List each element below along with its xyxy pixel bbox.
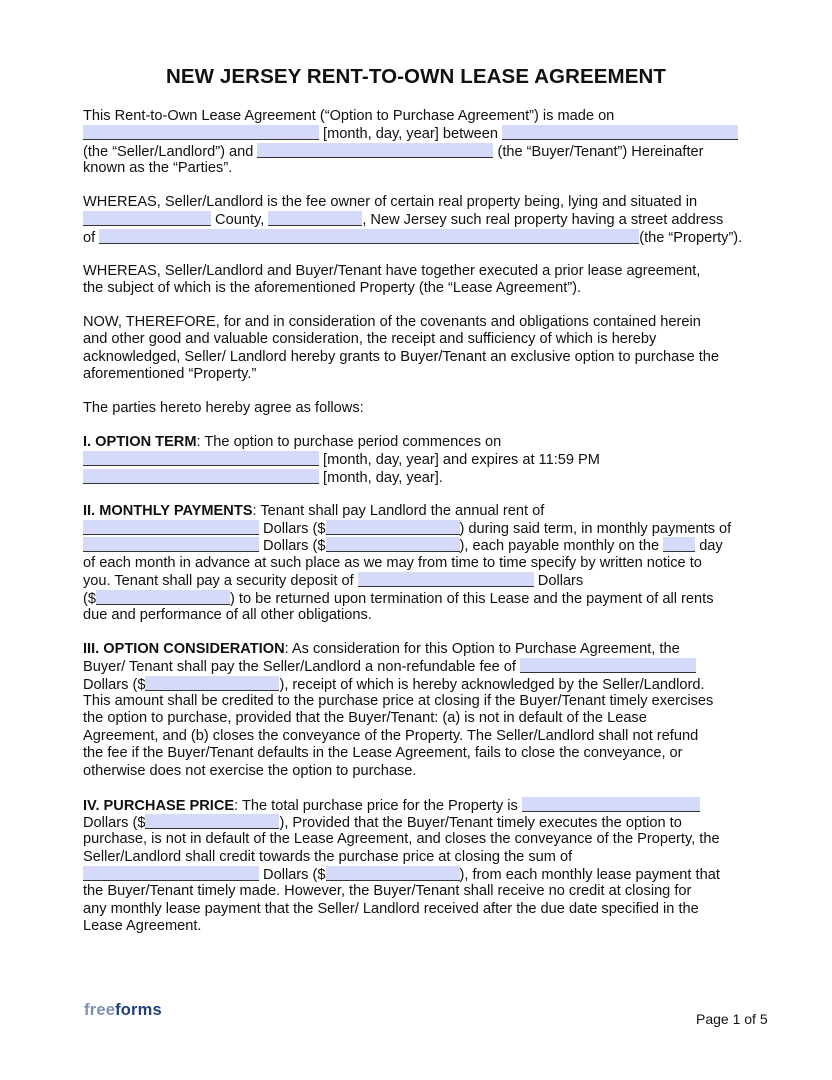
buyer-name-field[interactable] (257, 143, 493, 158)
section-text: : The option to purchase period commences on (196, 433, 502, 450)
section-line: due and performance of all other obligations. (83, 606, 372, 623)
section-line: purchase, is not in default of the Lease Agreement, and closes the conveyance of the Property, the (83, 831, 720, 848)
section-text: : The total purchase price for the Property is (234, 797, 522, 814)
section-text: Buyer/ Tenant shall pay the Seller/Landlord a non-refundable fee of (83, 659, 521, 676)
section-text: Dollars ($ (83, 814, 146, 831)
section-text: ($ (83, 590, 96, 607)
section-text: : As consideration for this Option to Purchase Agreement, the (284, 640, 680, 657)
section-text: ), each payable monthly on the (459, 538, 664, 555)
purchase-price-words-field[interactable] (522, 797, 700, 812)
county-field[interactable] (83, 211, 211, 226)
section-text: Dollars ($ (259, 521, 326, 538)
monthly-rent-amount-field[interactable] (326, 537, 460, 552)
agree-line: The parties hereto hereby agree as follows: (83, 400, 364, 417)
credit-words-field[interactable] (83, 866, 259, 881)
section-line: Seller/Landlord shall credit towards the purchase price at closing the sum of (83, 848, 573, 865)
intro-line: This Rent-to-Own Lease Agreement (“Option to Purchase Agreement”) is made on (83, 108, 615, 124)
now-therefore-line: NOW, THEREFORE, for and in consideration of the covenants and obligations contained herein (83, 314, 701, 331)
section-line: This amount shall be credited to the purchase price at closing if the Buyer/Tenant timely exercises (83, 693, 714, 710)
whereas-lease-paragraph (83, 263, 748, 298)
section-text: Dollars ($ (259, 867, 326, 884)
section-option-consideration (83, 641, 748, 780)
freeforms-logo (84, 1001, 162, 1020)
deposit-amount-field[interactable] (96, 590, 230, 605)
now-therefore-line: acknowledged, Seller/ Landlord hereby grants to Buyer/Tenant an exclusive option to purchase the (83, 348, 720, 365)
section-text: ), Provided that the Buyer/Tenant timely executes the option to (279, 814, 682, 831)
city-field[interactable] (268, 211, 362, 226)
whereas-text: of (83, 229, 100, 246)
monthly-rent-words-field[interactable] (83, 537, 259, 552)
now-therefore-line: and other good and valuable consideration, the receipt and sufficiency of which is hereby (83, 331, 657, 348)
whereas-property-paragraph (83, 194, 748, 246)
agreement-date-field[interactable] (83, 125, 319, 140)
page-number: Page 1 of 5 (696, 1011, 768, 1027)
section-text: ) to be returned upon termination of this Lease and the payment of all rents (229, 590, 714, 607)
credit-amount-field[interactable] (326, 866, 460, 881)
whereas-line: WHEREAS, Seller/Landlord is the fee owner of certain real property being, lying and situated in (83, 194, 698, 211)
section-heading: III. OPTION CONSIDERATION (83, 640, 285, 657)
section-line: of each month in advance at such place as we may from time to time specify by written notice to (83, 554, 702, 571)
section-line: the fee if the Buyer/Tenant defaults in the Lease Agreement, fails to close the conveyance, or (83, 745, 683, 762)
section-line: the Buyer/Tenant timely made. However, the Buyer/Tenant shall receive no credit at closing for (83, 883, 692, 900)
section-text: ), from each monthly lease payment that (459, 867, 720, 884)
option-end-date-field[interactable] (83, 469, 319, 484)
document-title: NEW JERSEY RENT-TO-OWN LEASE AGREEMENT (165, 65, 667, 88)
section-line: otherwise does not exercise the option to purchase. (83, 762, 417, 779)
section-text: Dollars ($ (259, 538, 326, 555)
intro-paragraph (83, 108, 748, 178)
section-heading: IV. PURCHASE PRICE (83, 797, 235, 814)
section-line: Lease Agreement. (83, 918, 202, 935)
logo-free-text: free (84, 1001, 116, 1019)
section-text: [month, day, year] and expires at 11:59 PM (319, 452, 600, 469)
logo-forms-text: forms (115, 1001, 162, 1019)
section-monthly-payments (83, 503, 748, 625)
intro-line: known as the “Parties”. (83, 160, 233, 177)
payment-day-field[interactable] (663, 537, 695, 552)
section-text: you. Tenant shall pay a security deposit of (83, 573, 358, 590)
option-start-date-field[interactable] (83, 451, 319, 466)
seller-name-field[interactable] (502, 125, 738, 140)
annual-rent-amount-field[interactable] (326, 520, 460, 535)
section-purchase-price (83, 797, 748, 936)
now-therefore-line: aforementioned “Property.” (83, 366, 257, 383)
street-address-field[interactable] (99, 229, 639, 244)
section-heading: I. OPTION TERM (83, 433, 197, 450)
section-text: [month, day, year]. (319, 469, 443, 486)
whereas-line: WHEREAS, Seller/Landlord and Buyer/Tenant have together executed a prior lease agreement, (83, 262, 701, 279)
section-text: : Tenant shall pay Landlord the annual rent of (252, 502, 545, 519)
intro-text: [month, day, year] between (319, 126, 503, 143)
whereas-text: County, (211, 212, 269, 229)
section-line: the option to purchase, provided that the Buyer/Tenant: (a) is not in default of the Lease (83, 710, 647, 727)
section-text: day (695, 538, 723, 555)
section-option-term (83, 434, 748, 486)
section-heading: II. MONTHLY PAYMENTS (83, 502, 253, 519)
deposit-words-field[interactable] (358, 572, 534, 587)
whereas-line: the subject of which is the aforementioned Property (the “Lease Agreement”). (83, 280, 582, 297)
document-body (83, 108, 748, 952)
agree-paragraph (83, 400, 748, 417)
section-line: Agreement, and (b) closes the conveyance of the Property. The Seller/Landlord shall not refund (83, 727, 699, 744)
section-line: any monthly lease payment that the Seller/ Landlord received after the due date specified in the (83, 900, 699, 917)
whereas-text: (the “Property”). (639, 229, 743, 246)
option-fee-amount-field[interactable] (145, 676, 279, 691)
intro-text: (the “Buyer/Tenant”) Hereinafter (493, 143, 704, 160)
purchase-price-amount-field[interactable] (145, 814, 279, 829)
now-therefore-paragraph (83, 314, 748, 384)
section-text: ), receipt of which is hereby acknowledged by the Seller/Landlord. (279, 676, 705, 693)
section-text: ) during said term, in monthly payments of (459, 521, 732, 538)
section-text: Dollars (533, 573, 584, 590)
section-text: Dollars ($ (83, 676, 146, 693)
whereas-text: , New Jersey such real property having a street address (362, 212, 724, 229)
annual-rent-words-field[interactable] (83, 520, 259, 535)
option-fee-words-field[interactable] (520, 658, 696, 673)
intro-text: (the “Seller/Landlord”) and (83, 143, 258, 160)
